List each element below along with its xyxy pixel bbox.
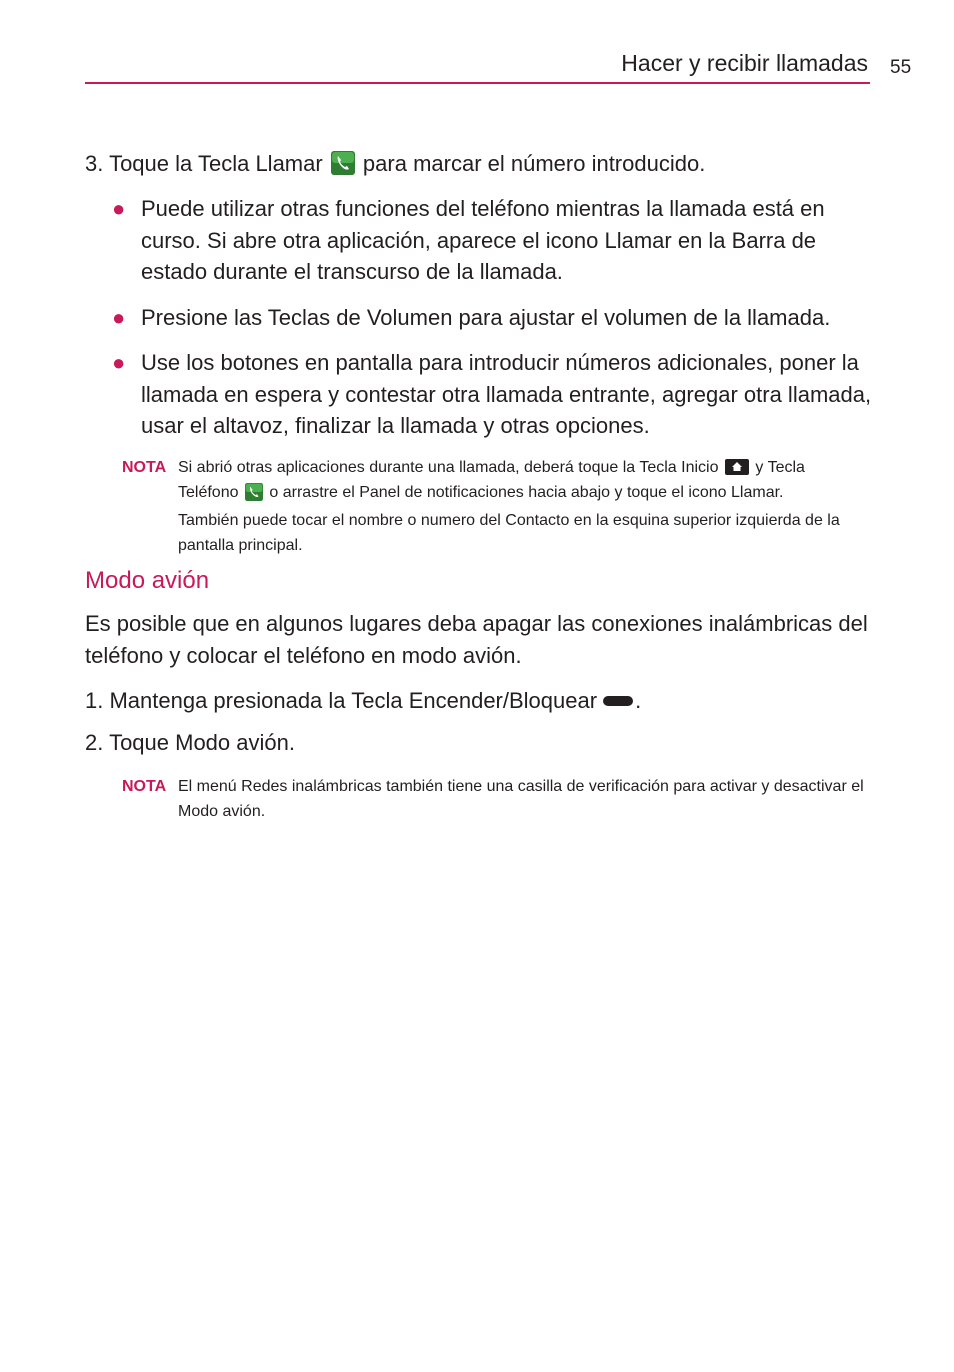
note-body: [178, 455, 868, 558]
step-2-prefix: 2. Toque: [85, 730, 176, 755]
bullet-text: Use los botones en pantalla para introducir números adicionales, poner la llamada en espera y contestar otra llamada entrante, agregar otra llamada, usar el altavoz, finalizar la llamada y otras opciones.: [141, 350, 872, 438]
bullet-icon: ●: [112, 350, 126, 375]
page-header: [85, 48, 870, 84]
bullet-list: [112, 193, 872, 456]
note-paragraph: [178, 455, 868, 505]
chapter-title: Hacer y recibir llamadas: [621, 50, 868, 76]
note-text: Si abrió otras aplicaciones durante una llamada, deberá toque la: [178, 459, 640, 476]
section-title: Modo avión: [85, 567, 210, 594]
bullet-text: Puede utilizar otras funciones del teléfono mientras la llamada está en curso. Si abre otra aplicación, aparece el icono Llamar en la Barra de estado durante el transcurso de la llamada.: [141, 196, 825, 284]
home-key-icon: [725, 458, 749, 474]
note-2: [122, 774, 868, 827]
page-number: 55: [890, 57, 912, 78]
step-3-prefix: 3. Toque la: [85, 151, 198, 176]
modo-avion-label: Modo avión: [175, 730, 289, 755]
tecla-inicio-label: Tecla Inicio: [639, 459, 719, 476]
bullet-text: Presione las Teclas de Volumen para ajustar el volumen de la llamada.: [141, 304, 831, 330]
step-2: [85, 727, 295, 759]
step-3-suffix: para marcar el número introducido.: [356, 151, 706, 176]
section-body: Es posible que en algunos lugares deba apagar las conexiones inalámbricas del teléfono y colocar el teléfono en modo avión.: [85, 611, 868, 668]
note-body: [178, 774, 868, 824]
list-item: [112, 193, 872, 288]
note-1: [122, 455, 868, 561]
tecla-encender-label: Tecla Encender/Bloquear: [351, 688, 598, 713]
phone-call-icon: [331, 151, 355, 175]
phone-app-icon: [245, 483, 263, 501]
bullet-icon: ●: [112, 304, 126, 330]
tecla-telefono-label: Tecla Teléfono: [178, 459, 805, 501]
note-paragraph: También puede tocar el nombre o numero del Contacto en la esquina superior izquierda de la pantalla principal.: [178, 512, 840, 554]
note-paragraph: El menú Redes inalámbricas también tiene una casilla de verificación para activar y desactivar el Modo avión.: [178, 778, 864, 820]
note-label: NOTA: [122, 459, 167, 476]
bullet-icon: ●: [112, 196, 126, 221]
tecla-llamar-label: Tecla Llamar: [197, 151, 323, 176]
list-item: [112, 302, 872, 334]
power-key-icon: [603, 696, 633, 706]
step-2-suffix: .: [288, 730, 295, 755]
list-item: [112, 347, 872, 442]
note-text: o arrastre el Panel de notificaciones hacia abajo y toque el icono Llamar.: [264, 484, 784, 501]
step-3: [85, 148, 885, 180]
note-text: y: [750, 459, 768, 476]
note-label: NOTA: [122, 778, 167, 795]
step-1-suffix: .: [635, 688, 642, 713]
step-1: [85, 685, 641, 717]
step-1-prefix: 1. Mantenga presionada la: [85, 688, 352, 713]
